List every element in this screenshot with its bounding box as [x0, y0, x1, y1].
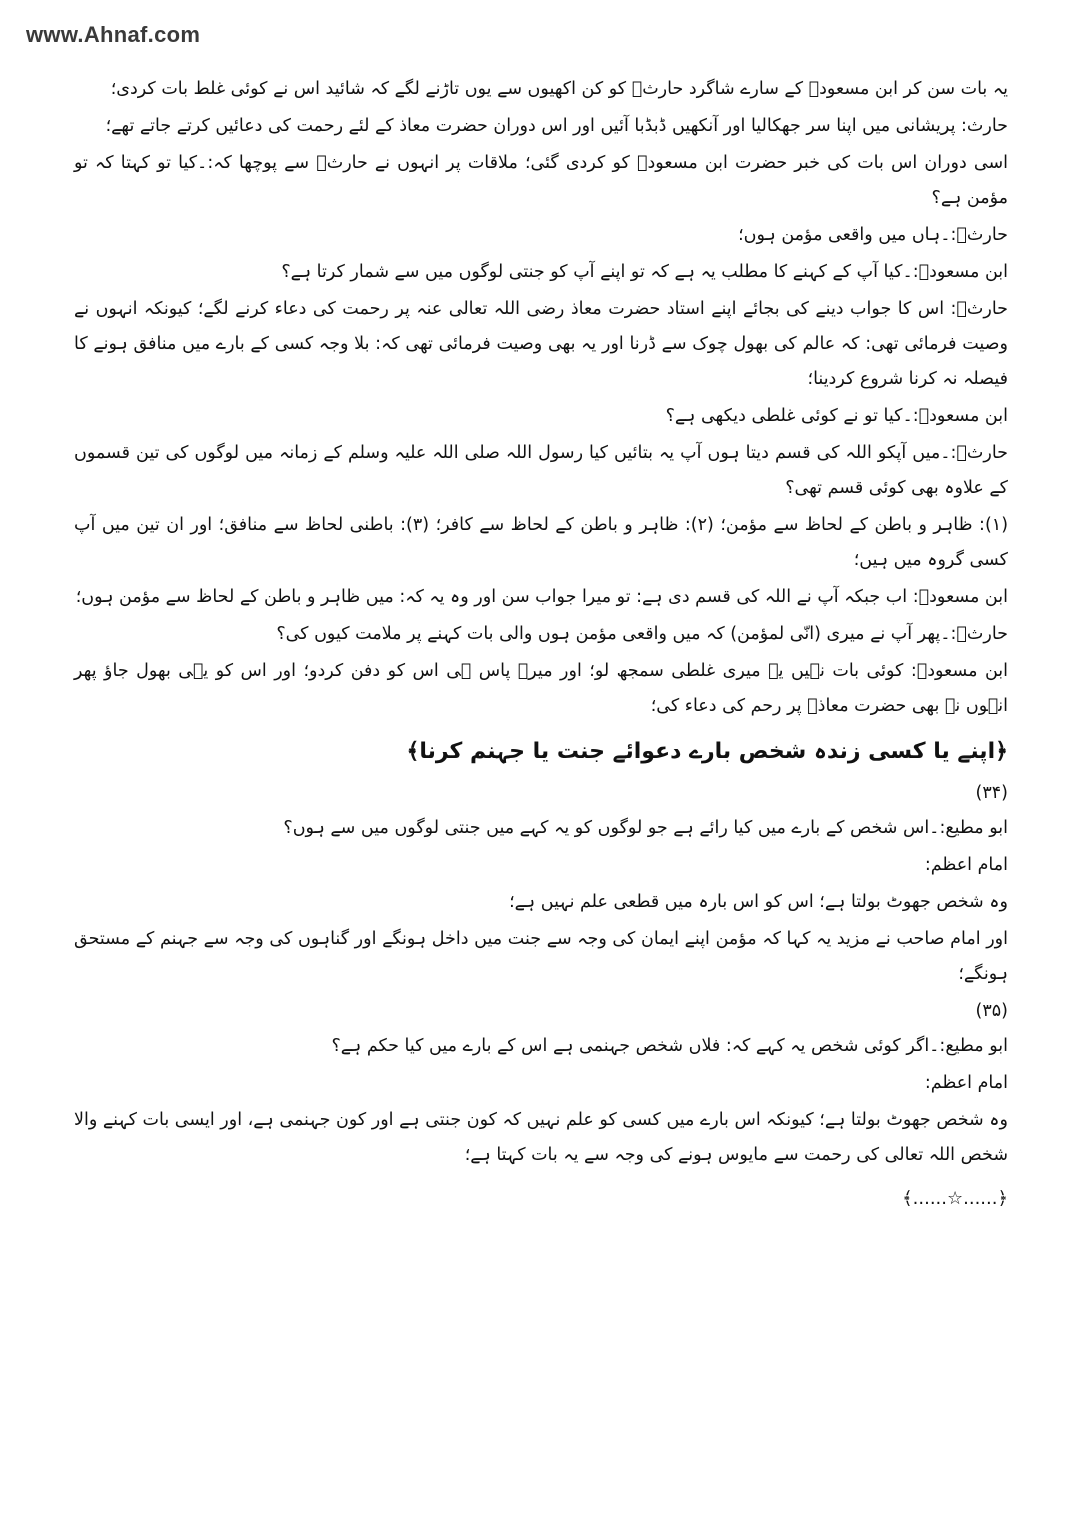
paragraph: وہ شخص جھوٹ بولتا ہے؛ اس کو اس بارہ میں قطعی علم نہیں ہے؛ — [509, 892, 1008, 912]
paragraph: امام اعظم: — [924, 1073, 1008, 1093]
section-number-35: (۳۵) — [975, 1001, 1008, 1021]
paragraph: حارثؓ:۔ہاں میں واقعی مؤمن ہوں؛ — [738, 225, 1008, 245]
paragraph: ابن مسعودؓ: اب جبکہ آپ نے اللہ کی قسم دی ہے: تو میرا جواب سن اور وہ یہ کہ: میں ظاہر و باطن کے لحاظ سے مؤمن ہوں؛ — [75, 587, 1008, 607]
paragraph: ابن مسعودؓ:۔کیا آپ کے کہنے کا مطلب یہ ہے کہ تو اپنے آپ کو جنتی لوگوں میں سے شمار کرتا ہے؟ — [281, 262, 1008, 282]
paragraph: اور امام صاحب نے مزید یہ کہا کہ مؤمن اپنے ایمان کی وجہ سے جنت میں داخل ہونگے اور گناہوں کی وجہ سے جہنم کے مستحق ہونگے؛ — [74, 929, 1008, 984]
paragraph: ابن مسعودؓ: کوئی بات نہیں یہ میری غلطی سمجھ لو؛ اور میرے پاس ہی اس کو دفن کردو؛ اور اس کو یہی بھول جاؤ پھر انہوں نے بھی حضرت معاذؓ پر رحم کی دعاء کی؛ — [74, 661, 1008, 716]
paragraph: (۱): ظاہر و باطن کے لحاظ سے مؤمن؛ (۲): ظاہر و باطن کے لحاظ سے کافر؛ (۳): باطنی لحاظ سے منافق؛ اور ان تین میں آپ کسی گروہ میں ہیں؛ — [74, 515, 1009, 570]
paragraph: حارثؓ:۔پھر آپ نے میری (انّی لمؤمن) کہ میں واقعی مؤمن ہوں والی بات کہنے پر ملامت کیوں کی؟ — [276, 624, 1008, 644]
paragraph: حارث: پریشانی میں اپنا سر جھکالیا اور آنکھیں ڈبڈبا آئیں اور اس دوران حضرت معاذ کے لئے رحمت کی دعائیں کرتے جاتے تھے؛ — [105, 116, 1008, 136]
paragraph: اسی دوران اس بات کی خبر حضرت ابن مسعودؓ کو کردی گئی؛ ملاقات پر انہوں نے حارثؓ سے پوچھا کہ:۔کیا تو کہتا کہ تو مؤمن ہے؟ — [74, 153, 1008, 208]
section-heading: ﴿اپنے یا کسی زندہ شخص بارے دعوائے جنت یا جہنم کرنا﴾ — [406, 739, 1008, 764]
paragraph: امام اعظم: — [924, 855, 1008, 875]
paragraph: ابن مسعودؓ:۔کیا تو نے کوئی غلطی دیکھی ہے؟ — [665, 406, 1008, 426]
paragraph: حارثؓ:۔میں آپکو اللہ کی قسم دیتا ہوں آپ یہ بتائیں کیا رسول اللہ صلی اللہ علیہ وسلم کے زمانہ میں لوگوں کی تین قسموں کے علاوہ بھی کوئی قسم تھی؟ — [74, 443, 1008, 498]
end-divider: ﴿......☆......﴾ — [902, 1188, 1008, 1209]
site-watermark: www.Ahnaf.com — [26, 22, 201, 47]
paragraph: وہ شخص جھوٹ بولتا ہے؛ کیونکہ اس بارے میں کسی کو علم نہیں کہ کون جنتی ہے اور کون جہنمی ہے، اور ایسی بات کہنے والا شخص اللہ تعالی کی رحمت سے مایوس ہونے کی وجہ سے یہ بات کہتا ہے؛ — [74, 1110, 1008, 1165]
paragraph: ابو مطیع:۔اگر کوئی شخص یہ کہے کہ: فلاں شخص جہنمی ہے اس کے بارے میں کیا حکم ہے؟ — [331, 1036, 1008, 1056]
page-body — [74, 72, 1008, 1216]
section-number-34: (۳۴) — [975, 783, 1008, 803]
paragraph: حارثؓ: اس کا جواب دینے کی بجائے اپنے استاد حضرت معاذ رضی اللہ تعالی عنہ پر رحمت کی دعاء کرنے لگے؛ کیونکہ انہوں نے وصیت فرمائی تھی: کہ عالم کی بھول چوک سے ڈرنا اور یہ بھی وصیت فرمائی تھی کہ: بلا وجہ کسی کے بارے میں منافق ہونے کا فیصلہ نہ کرنا شروع کردینا؛ — [74, 299, 1008, 389]
paragraph: یہ بات سن کر ابن مسعودؓ کے سارے شاگرد حارثؓ کو کن اکھیوں سے یوں تاڑنے لگے کہ شائید اس نے کوئی غلط بات کردی؛ — [110, 79, 1008, 99]
paragraph: ابو مطیع:۔اس شخص کے بارے میں کیا رائے ہے جو لوگوں کو یہ کہے میں جنتی لوگوں میں سے ہوں؟ — [283, 818, 1008, 838]
